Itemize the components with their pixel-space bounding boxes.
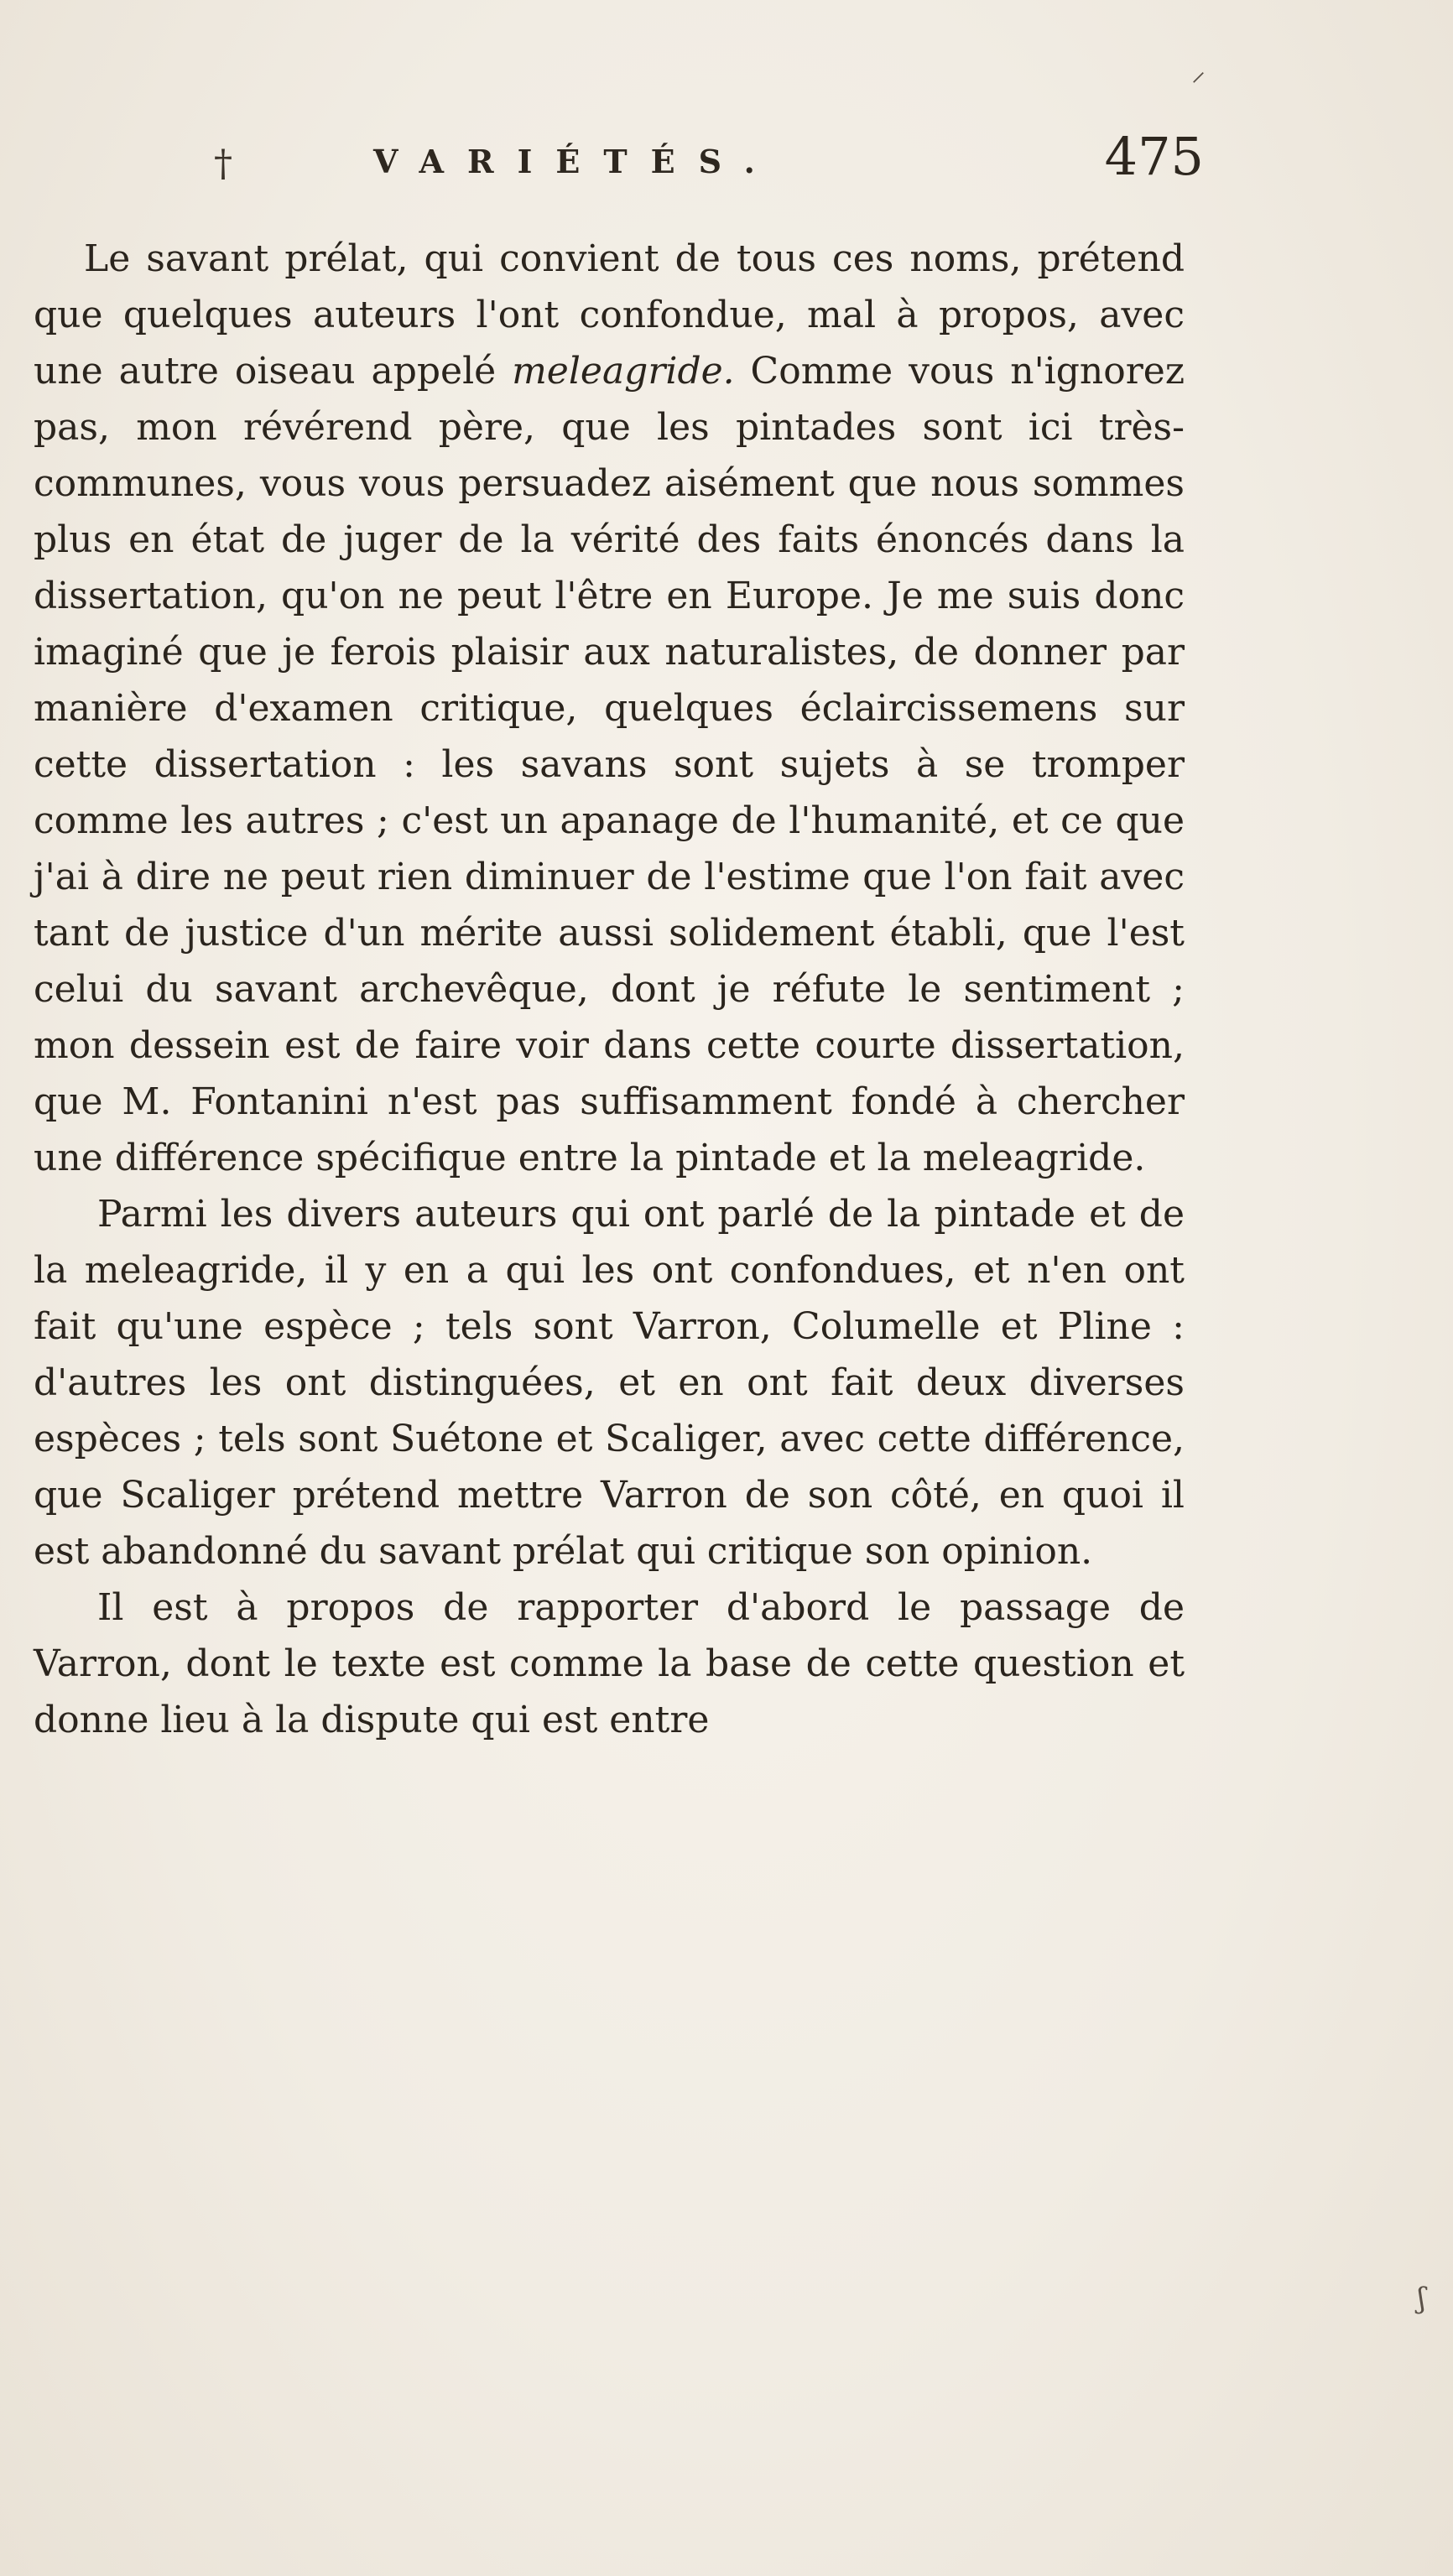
- paper-speck: ʃ: [1418, 2282, 1426, 2315]
- printer-mark: †: [214, 143, 232, 185]
- paragraph-1-emphasis: meleagride.: [512, 350, 735, 393]
- paragraph-1-text-a: Le savant prélat, qui convient de tous ces noms, prétend que quelques auteurs l'ont confondue, mal à propos, avec une autre oiseau appelé: [34, 237, 1185, 393]
- page-number: 475: [1104, 126, 1204, 187]
- paper-speck: ⸝: [1191, 55, 1206, 88]
- paragraph-1: [34, 231, 1185, 1186]
- page-header: [214, 126, 1204, 218]
- paragraph-2: Parmi les divers auteurs qui ont parlé de la pintade et de la meleagride, il y en a qui les ont confondues, et n'en ont fait qu'une espèce ; tels sont Varron, Columelle et Pline : d'autres les ont distinguées, et en ont fait deux diverses espèces ; tels sont Suétone et Scaliger, avec cette différence, que Scaliger prétend mettre Varron de son côté, en quoi il est abandonné du savant prélat qui critique son opinion.: [34, 1193, 1185, 1573]
- paragraph-3: Il est à propos de rapporter d'abord le passage de Varron, dont le texte est comme la base de cette question et donne lieu à la dispute qui est entre: [34, 1586, 1185, 1741]
- paragraph-1-text-b: Comme vous n'ignorez pas, mon révérend père, que les pintades sont ici très-communes, vous vous persuadez aisément que nous sommes plus en état de juger de la vérité des faits énoncés dans la dissertation, qu'on ne peut l'être en Europe. Je me suis donc imaginé que je ferois plaisir aux naturalistes, de donner par manière d'examen critique, quelques éclaircissemens sur cette dissertation : les savans sont sujets à se tromper comme les autres ; c'est un apanage de l'humanité, et ce que j'ai à dire ne peut rien diminuer de l'estime que l'on fait avec tant de justice d'un mérite aussi solidement établi, que l'est celui du savant archevêque, dont je réfute le sentiment ; mon dessein est de faire voir dans cette courte dissertation, que M. Fontanini n'est pas suffisamment fondé à chercher une différence spécifique entre la pintade et la meleagride.: [34, 350, 1185, 1179]
- body-text: [34, 231, 1185, 1748]
- running-head: VARIÉTÉS.: [373, 143, 779, 180]
